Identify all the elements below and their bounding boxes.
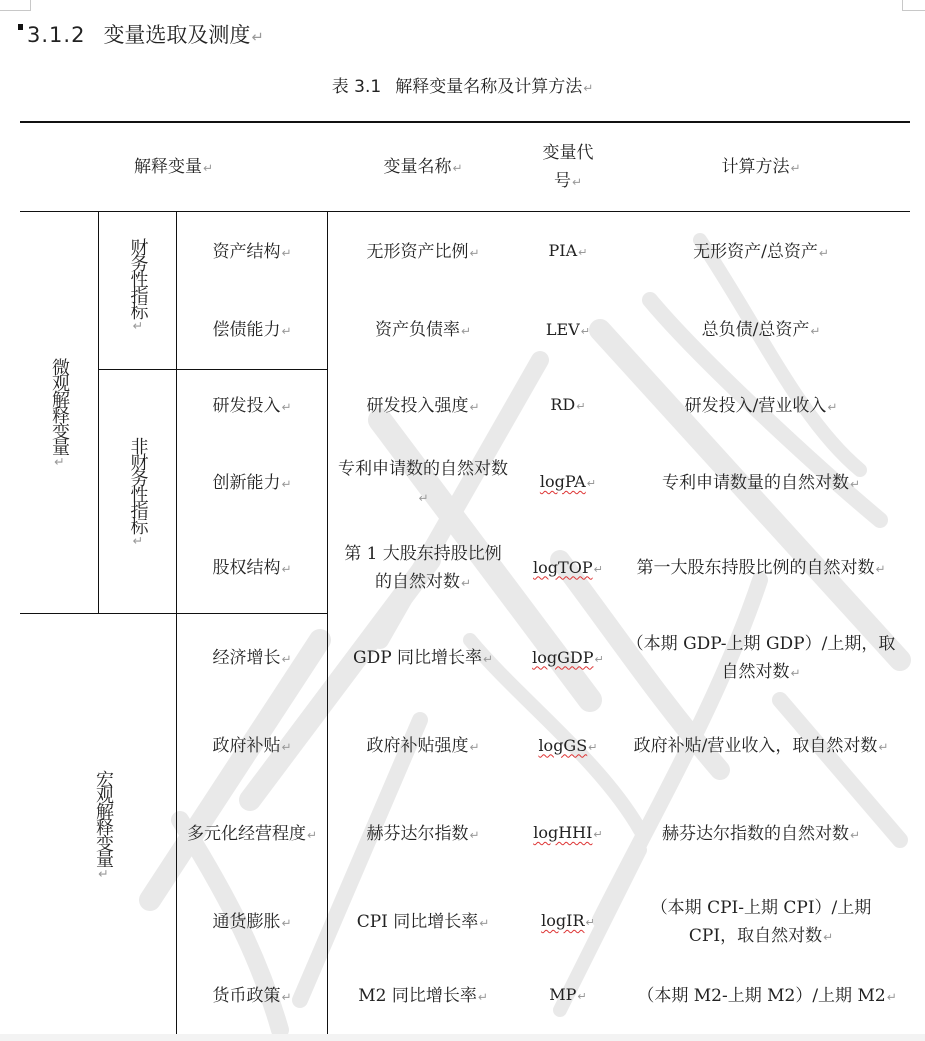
row-3-name: 专利申请数的自然对数↵ — [338, 458, 508, 505]
row-0-code: PIA↵ — [548, 241, 588, 260]
section-title: 变量选取及测度 — [103, 23, 251, 47]
row-7-category: 多元化经营程度↵ — [187, 823, 317, 844]
group-micro-label: 微观解释变量↵ — [49, 358, 70, 467]
row-2-method: 研发投入/营业收入↵ — [684, 395, 838, 416]
row-6-code: logGS↵ — [538, 735, 598, 755]
table-number: 表 3.1 — [331, 77, 382, 97]
group-financial-label: 财务性指标↵ — [127, 238, 149, 331]
row-0-name: 无形资产比例↵ — [366, 241, 480, 262]
row-3-method: 专利申请数量的自然对数↵ — [662, 472, 860, 493]
header-calculation-method: 计算方法↵ — [721, 157, 801, 177]
row-0-category: 资产结构↵ — [212, 241, 292, 262]
header-variable-code: 变量代号↵ — [542, 143, 594, 191]
row-8-category: 通货膨胀↵ — [212, 911, 292, 932]
row-5-name: GDP 同比增长率↵ — [352, 648, 494, 668]
row-5-method: （本期 GDP-上期 GDP）/上期，取自然对数↵ — [626, 634, 896, 682]
row-2-name: 研发投入强度↵ — [366, 395, 480, 416]
row-4-category: 股权结构↵ — [212, 558, 292, 578]
row-8-code: logIR↵ — [541, 911, 595, 930]
section-heading — [18, 18, 264, 52]
row-8-name: CPI 同比增长率↵ — [356, 911, 490, 932]
header-variable-name: 变量名称↵ — [383, 157, 463, 177]
row-9-code: MP↵ — [549, 985, 587, 1004]
section-number: 3.1.2 — [27, 23, 86, 47]
paragraph-mark-icon: ↵ — [583, 81, 594, 95]
row-7-method: 赫芬达尔指数的自然对数↵ — [662, 823, 860, 844]
row-4-name: 第 1 大股东持股比例的自然对数↵ — [344, 544, 502, 592]
header-explanatory-variable: 解释变量↵ — [134, 157, 213, 177]
row-9-method: （本期 M2-上期 M2）/上期 M2↵ — [637, 985, 897, 1006]
group-non-financial-label: 非财务性指标↵ — [127, 437, 149, 546]
row-1-category: 偿债能力↵ — [212, 320, 292, 340]
row-2-code: RD↵ — [550, 395, 586, 414]
row-8-method: （本期 CPI-上期 CPI）/上期 CPI，取自然对数↵ — [650, 897, 872, 946]
row-6-name: 政府补贴强度↵ — [366, 736, 480, 756]
row-3-category: 创新能力↵ — [212, 472, 292, 493]
row-5-code: logGDP↵ — [532, 647, 604, 667]
row-1-name: 资产负债率↵ — [375, 320, 471, 340]
table-top-rule — [20, 121, 910, 123]
table-title: 解释变量名称及计算方法 — [395, 77, 583, 97]
row-5-category: 经济增长↵ — [212, 648, 292, 668]
page-corner-mark — [902, 0, 925, 11]
row-3-code: logPA↵ — [539, 472, 597, 491]
row-1-code: LEV↵ — [545, 319, 591, 339]
row-4-method: 第一大股东持股比例的自然对数↵ — [636, 558, 886, 578]
row-9-name: M2 同比增长率↵ — [358, 985, 488, 1006]
paragraph-mark-icon: ↵ — [251, 29, 264, 46]
row-0-method: 无形资产/总资产↵ — [693, 241, 829, 262]
row-6-method: 政府补贴/营业收入，取自然对数↵ — [633, 736, 889, 756]
row-4-code: logTOP↵ — [533, 557, 603, 577]
row-6-category: 政府补贴↵ — [212, 736, 292, 756]
outside-page-area — [0, 1034, 925, 1041]
paragraph-marker — [18, 24, 23, 30]
row-7-code: logHHI↵ — [533, 823, 603, 842]
row-7-name: 赫芬达尔指数↵ — [366, 823, 480, 844]
group-macro-label: 宏观解释变量↵ — [93, 769, 114, 879]
row-1-method: 总负债/总资产↵ — [701, 320, 821, 340]
page-corner-mark — [0, 0, 31, 11]
row-2-category: 研发投入↵ — [212, 395, 292, 416]
table-caption — [0, 72, 925, 97]
row-9-category: 货币政策↵ — [212, 985, 292, 1006]
